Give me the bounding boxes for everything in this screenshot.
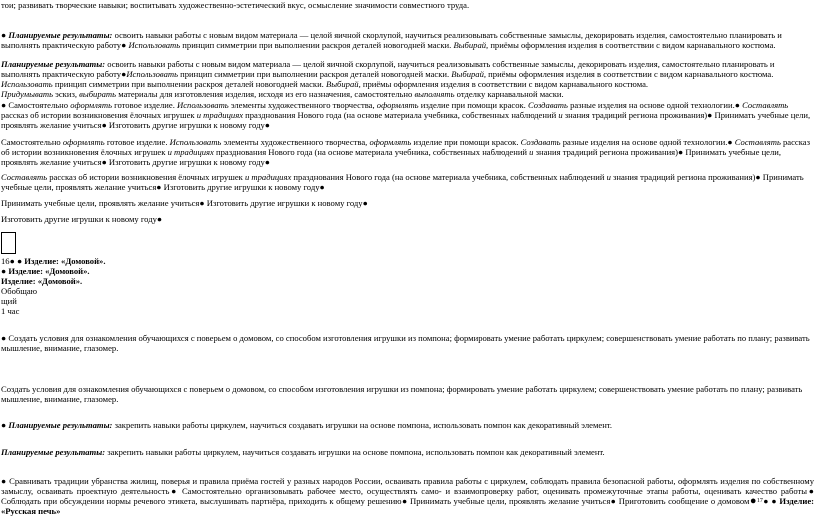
bullet-icon: ●: [749, 495, 757, 507]
bullet-icon: ●: [199, 198, 205, 208]
lesson-type: щий: [1, 296, 17, 306]
paragraph-results-1: ● Планируемые результаты: освоить навыки работы с новым видом материала — целой яичной скорлупой, научиться реализовывать собственные замыслы, декорировать изделия, самостоятельно планировать и выполнять практическую работу● Использовать принцип симметрии при выполнении раскроя деталей новогодней маски. Выбирай, приёмы оформления изделия в соответствии с видом карнавального костюма.: [1, 30, 782, 50]
bullet-icon: ●: [610, 496, 617, 506]
bullet-icon: ●: [121, 40, 127, 50]
bullet-icon: ●: [807, 486, 814, 496]
paragraph-goals-1: ● Создать условия для ознакомления обучающихся с поверьем о домовом, со способом изготовления игрушки из помпона; формировать умение работать циркулем; совершенствовать умение работать по плану; развивать мышление, внимание, глазомер.: [1, 333, 810, 353]
bullet-icon: ●: [9, 256, 15, 266]
bullet-icon: ●: [14, 256, 23, 266]
bullet-icon: ●: [121, 69, 127, 79]
bullet-icon: ●: [156, 214, 163, 224]
paragraph-story: Составлять рассказ об истории возникновения ёлочных игрушек и традициях празднования Нового года (на основе материала учебника, собственных наблюдений и знания традиций региона проживания)● Принимать учебные цели, проявлять желание учиться● Изготовить другие игрушки к новому году●: [1, 172, 804, 192]
results-heading: Планируемые результаты:: [6, 420, 113, 430]
bullet-icon: ●: [264, 157, 270, 167]
paragraph-results-4: Планируемые результаты: закрепить навыки работы циркулем, научиться создавать игрушки на основе помпона, использовать помпон как декоративный элемент.: [1, 447, 605, 457]
bullet-icon: ●: [1, 100, 7, 110]
bullet-icon: ●: [768, 496, 777, 506]
bullet-icon: ●: [1, 476, 7, 486]
bullet-icon: ●: [101, 157, 107, 167]
lesson-16-header: [1, 256, 814, 316]
lesson-title: Изделие: «Русская печь»: [1, 496, 814, 516]
paragraph-results-3: ● Планируемые результаты: закрепить навыки работы циркулем, научиться создавать игрушки на основе помпона, использовать помпон как декоративный элемент.: [1, 420, 613, 430]
bullet-icon: ●: [727, 137, 733, 147]
paragraph-goals-2: Создать условия для ознакомления обучающихся с поверьем о домовом, со способом изготовления игрушки из помпона; формировать умение работать циркулем; совершенствовать умение работать по плану; развивать мышление, внимание, глазомер.: [1, 384, 803, 404]
paragraph-decorate-1: ● Самостоятельно оформлять готовое изделие. Использовать элементы художественного творчества, оформлять изделие при помощи красок. Создавать разные изделия на основе одной технологии.● Составлять рассказ об истории возникновения ёлочных игрушек и традициях празднования Нового года (на основе материала учебника, собственных наблюдений и знания традиций региона проживания)● Принимать учебные цели, проявлять желание учиться● Изготовить другие игрушки к новому году●: [1, 100, 811, 130]
results-heading: Планируемые результаты:: [1, 447, 106, 457]
bullet-icon: ●: [1, 266, 7, 276]
lesson-title: Изделие: «Домовой».: [22, 256, 106, 266]
paragraph-accept-goals: Принимать учебные цели, проявлять желание учиться● Изготовить другие игрушки к новому году●: [1, 198, 368, 208]
bullet-icon: ●: [156, 182, 162, 192]
lesson-title: Изделие: «Домовой».: [6, 266, 90, 276]
bullet-icon: ●: [101, 120, 107, 130]
paragraph-results-2: Планируемые результаты: освоить навыки работы с новым видом материала — целой яичной скорлупой, научиться реализовывать собственные замыслы, декорировать изделия, самостоятельно планировать и выполнять практическую работу●Использовать принцип симметрии при выполнении раскроя деталей новогодней маски. Выбирай, приёмы оформления изделия в соответствии с видом карнавального костюма.: [1, 59, 775, 79]
paragraph-intro: тои; развивать творческие навыки; воспитывать художественно-эстетический вкус, осмысление значимости совместного труда.: [1, 0, 470, 10]
bullet-icon: ●: [401, 496, 408, 506]
paragraph-symmetry: Использовать принцип симметрии при выполнении раскроя деталей новогодней маски. Выбирай, приёмы оформления изделия в соответствии с видом карнавального костюма.: [1, 79, 649, 89]
bullet-icon: ●: [678, 147, 684, 157]
paragraph-compare-traditions: ● Сравнивать традиции убранства жилищ, поверья и правила приёма гостей у разных народов России, осваивать правила работы с циркулем, соблюдать правила безопасной работы, оформлять изделия по собственному замыслу, осваивать проектную деятельность● Самостоятельно организовывать рабочее место, осуществлять само- и взаимопроверку работ, оценивать промежуточные этапы работы, оценивать качество работы● Соблюдать при обсуждении нормы речевого этикета, выслушивать партнёра, приходить к общему решению● Принимать учебные цели, проявлять желание учиться● Приготовить сообщение о домовом●$^{17}$● ● Изделие: «Русская печь»: [1, 476, 814, 516]
bullet-icon: ●: [319, 182, 325, 192]
bullet-icon: ●: [762, 496, 769, 506]
bullet-icon: ●: [707, 110, 713, 120]
results-heading: Планируемые результаты:: [8, 30, 113, 40]
lesson-type: Обобщаю: [1, 286, 38, 296]
bullet-icon: ●: [734, 100, 740, 110]
bullet-icon: ●: [362, 198, 368, 208]
paragraph-sketch: Придумывать эскиз, выбирать материалы для изготовления изделия, исходя из его назначения, самостоятельно выполнять отделку карнавальной маски.: [1, 89, 564, 99]
lesson-title: Изделие: «Домовой».: [1, 276, 83, 286]
paragraph-make-toys: Изготовить другие игрушки к новому году●: [1, 214, 163, 224]
table-cell-box: [1, 232, 16, 254]
bullet-icon: ●: [1, 420, 7, 430]
lesson-number: 16: [1, 256, 10, 266]
bullet-icon: ●: [1, 333, 7, 343]
bullet-icon: ●: [755, 172, 761, 182]
results-heading: Планируемые результаты:: [1, 59, 106, 69]
bullet-icon: ●: [169, 486, 179, 496]
bullet-icon: ●: [1, 30, 7, 40]
paragraph-decorate-2: Самостоятельно оформлять готовое изделие. Использовать элементы художественного творчества, оформлять изделие при помощи красок. Создавать разные изделия на основе одной технологии.● Составлять рассказ об истории возникновения ёлочных игрушек и традициях празднования Нового года (на основе материала учебника, собственных наблюдений и знания традиций региона проживания)● Принимать учебные цели, проявлять желание учиться● Изготовить другие игрушки к новому году●: [1, 137, 811, 167]
bullet-icon: ●: [264, 120, 270, 130]
lesson-number: 17: [756, 498, 763, 504]
lesson-hours: 1 час: [1, 306, 20, 316]
